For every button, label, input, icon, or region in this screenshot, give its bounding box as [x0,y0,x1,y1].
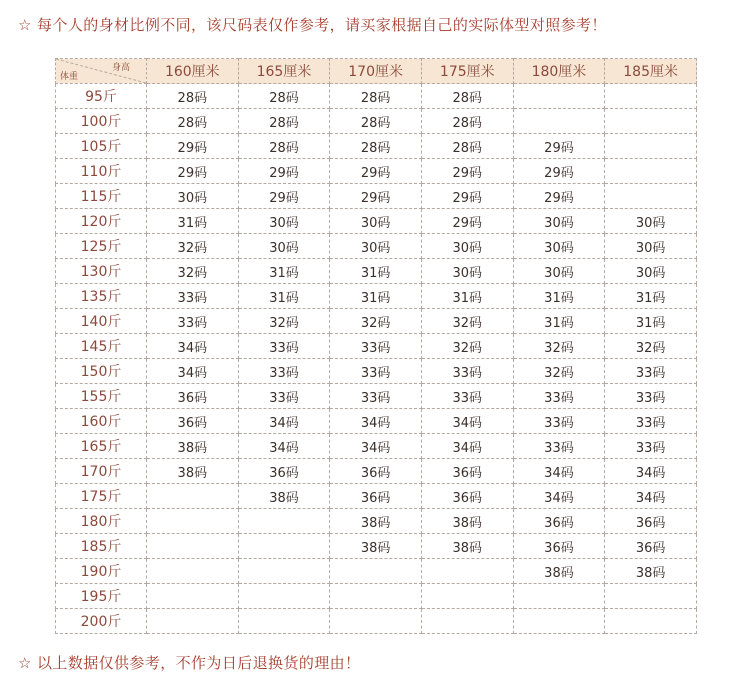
size-cell: 29码 [238,184,330,209]
size-cell [147,509,239,534]
size-cell: 34码 [605,484,697,509]
size-cell: 30码 [147,184,239,209]
size-cell: 34码 [238,409,330,434]
table-row [56,134,697,159]
size-cell: 32码 [421,309,513,334]
size-cell: 33码 [330,359,422,384]
size-cell: 30码 [605,259,697,284]
table-row [56,459,697,484]
weight-label: 130斤 [56,259,147,284]
size-cell: 33码 [605,359,697,384]
table-row [56,559,697,584]
size-cell: 28码 [421,109,513,134]
size-cell: 38码 [421,534,513,559]
size-cell [605,134,697,159]
column-header: 180厘米 [513,59,605,84]
size-cell [330,609,422,634]
corner-height-label: 身高 [111,63,130,73]
size-cell: 34码 [147,359,239,384]
size-cell: 33码 [421,384,513,409]
size-cell: 34码 [513,484,605,509]
table-row [56,209,697,234]
size-cell [513,609,605,634]
size-cell: 36码 [147,409,239,434]
size-cell: 29码 [147,159,239,184]
size-cell: 29码 [330,184,422,209]
size-cell: 34码 [330,434,422,459]
table-row [56,509,697,534]
size-cell: 32码 [605,334,697,359]
size-cell: 31码 [513,284,605,309]
size-cell [421,559,513,584]
bottom-note: ☆ 以上数据仅供参考，不作为日后退换货的理由！ [18,654,361,672]
size-cell: 29码 [421,209,513,234]
size-cell [513,584,605,609]
size-cell [605,109,697,134]
weight-label: 175斤 [56,484,147,509]
size-cell: 32码 [147,234,239,259]
size-cell: 29码 [513,184,605,209]
size-cell: 38码 [238,484,330,509]
size-cell: 29码 [147,134,239,159]
size-cell: 33码 [513,409,605,434]
size-cell: 34码 [238,434,330,459]
weight-label: 140斤 [56,309,147,334]
size-cell: 33码 [421,359,513,384]
size-cell: 31码 [330,259,422,284]
size-cell: 31码 [605,309,697,334]
size-cell: 31码 [513,309,605,334]
size-cell: 34码 [330,409,422,434]
size-cell: 36码 [330,459,422,484]
size-cell: 38码 [330,534,422,559]
size-cell: 38码 [147,459,239,484]
weight-label: 200斤 [56,609,147,634]
size-cell: 33码 [238,334,330,359]
size-cell [421,584,513,609]
size-cell: 32码 [421,334,513,359]
size-cell: 30码 [605,209,697,234]
size-cell: 33码 [147,284,239,309]
size-cell: 36码 [147,384,239,409]
size-cell: 34码 [513,459,605,484]
size-cell: 34码 [421,409,513,434]
weight-label: 135斤 [56,284,147,309]
table-row [56,484,697,509]
size-cell: 30码 [513,234,605,259]
size-cell: 34码 [605,459,697,484]
size-cell: 34码 [421,434,513,459]
size-cell: 28码 [147,109,239,134]
size-cell: 28码 [330,84,422,109]
size-cell: 33码 [147,309,239,334]
size-cell: 29码 [421,159,513,184]
column-header: 170厘米 [330,59,422,84]
table-row [56,84,697,109]
size-cell: 30码 [238,209,330,234]
size-cell: 33码 [605,434,697,459]
size-cell: 33码 [605,384,697,409]
weight-label: 115斤 [56,184,147,209]
size-cell [147,484,239,509]
size-cell: 28码 [147,84,239,109]
size-cell: 28码 [238,84,330,109]
table-row [56,284,697,309]
size-cell: 31码 [421,284,513,309]
size-cell: 33码 [513,434,605,459]
table-row [56,409,697,434]
weight-label: 180斤 [56,509,147,534]
size-cell: 33码 [330,334,422,359]
table-row [56,184,697,209]
size-cell: 38码 [513,559,605,584]
size-cell: 36码 [238,459,330,484]
size-cell [605,584,697,609]
weight-label: 145斤 [56,334,147,359]
weight-label: 185斤 [56,534,147,559]
size-cell: 30码 [330,209,422,234]
column-header: 160厘米 [147,59,239,84]
size-cell: 36码 [605,509,697,534]
size-cell: 38码 [147,434,239,459]
size-cell [605,609,697,634]
size-cell: 28码 [238,109,330,134]
corner-cell [56,59,147,84]
table-row [56,609,697,634]
size-cell: 29码 [421,184,513,209]
table-row [56,359,697,384]
size-cell: 28码 [421,84,513,109]
table-row [56,384,697,409]
column-header: 165厘米 [238,59,330,84]
size-cell: 30码 [513,209,605,234]
size-cell: 33码 [605,409,697,434]
size-cell [513,84,605,109]
size-cell: 28码 [330,134,422,159]
table-row [56,584,697,609]
size-cell: 31码 [238,259,330,284]
weight-label: 105斤 [56,134,147,159]
size-cell: 33码 [238,359,330,384]
size-cell: 30码 [605,234,697,259]
size-cell: 30码 [421,234,513,259]
size-cell: 33码 [238,384,330,409]
table-row [56,159,697,184]
size-cell [238,509,330,534]
size-cell [147,609,239,634]
weight-label: 190斤 [56,559,147,584]
size-cell: 38码 [330,509,422,534]
table-row [56,334,697,359]
size-cell [605,159,697,184]
table-row [56,259,697,284]
size-cell [605,84,697,109]
weight-label: 150斤 [56,359,147,384]
size-cell: 29码 [513,159,605,184]
table-row [56,534,697,559]
weight-label: 165斤 [56,434,147,459]
size-cell: 32码 [330,309,422,334]
size-cell: 33码 [330,384,422,409]
size-cell: 30码 [330,234,422,259]
size-cell [238,534,330,559]
weight-label: 110斤 [56,159,147,184]
size-cell: 34码 [147,334,239,359]
size-cell [147,584,239,609]
size-cell: 30码 [421,259,513,284]
table-row [56,434,697,459]
size-cell: 33码 [513,384,605,409]
table-row [56,234,697,259]
size-cell [513,109,605,134]
size-chart-table [55,58,697,634]
column-header: 175厘米 [421,59,513,84]
size-cell: 28码 [421,134,513,159]
size-cell: 29码 [513,134,605,159]
size-cell [330,584,422,609]
size-cell [238,609,330,634]
size-cell: 31码 [238,284,330,309]
weight-label: 100斤 [56,109,147,134]
size-cell: 38码 [421,509,513,534]
weight-label: 160斤 [56,409,147,434]
header-row [56,59,697,84]
size-cell: 32码 [238,309,330,334]
size-cell [238,584,330,609]
weight-label: 195斤 [56,584,147,609]
weight-label: 170斤 [56,459,147,484]
weight-label: 120斤 [56,209,147,234]
size-cell [421,609,513,634]
size-cell: 28码 [238,134,330,159]
size-cell [147,559,239,584]
size-cell: 36码 [513,509,605,534]
table-body [56,84,697,634]
table-row [56,109,697,134]
size-cell: 31码 [605,284,697,309]
size-cell: 28码 [330,109,422,134]
weight-label: 125斤 [56,234,147,259]
size-cell [238,559,330,584]
size-cell: 32码 [513,359,605,384]
size-cell: 36码 [605,534,697,559]
size-cell: 32码 [147,259,239,284]
size-cell [605,184,697,209]
top-note: ☆ 每个人的身材比例不同，该尺码表仅作参考，请买家根据自己的实际体型对照参考！ [18,16,607,34]
size-cell: 30码 [513,259,605,284]
size-cell: 29码 [330,159,422,184]
size-cell: 36码 [513,534,605,559]
size-cell: 36码 [330,484,422,509]
weight-label: 95斤 [56,84,147,109]
size-cell [330,559,422,584]
size-cell [147,534,239,559]
column-header: 185厘米 [605,59,697,84]
corner-weight-label: 体重 [60,72,79,82]
size-cell: 31码 [147,209,239,234]
size-cell: 36码 [421,484,513,509]
size-cell: 32码 [513,334,605,359]
size-cell: 30码 [238,234,330,259]
weight-label: 155斤 [56,384,147,409]
size-cell: 31码 [330,284,422,309]
size-cell: 38码 [605,559,697,584]
table-row [56,309,697,334]
size-cell: 29码 [238,159,330,184]
size-cell: 36码 [421,459,513,484]
